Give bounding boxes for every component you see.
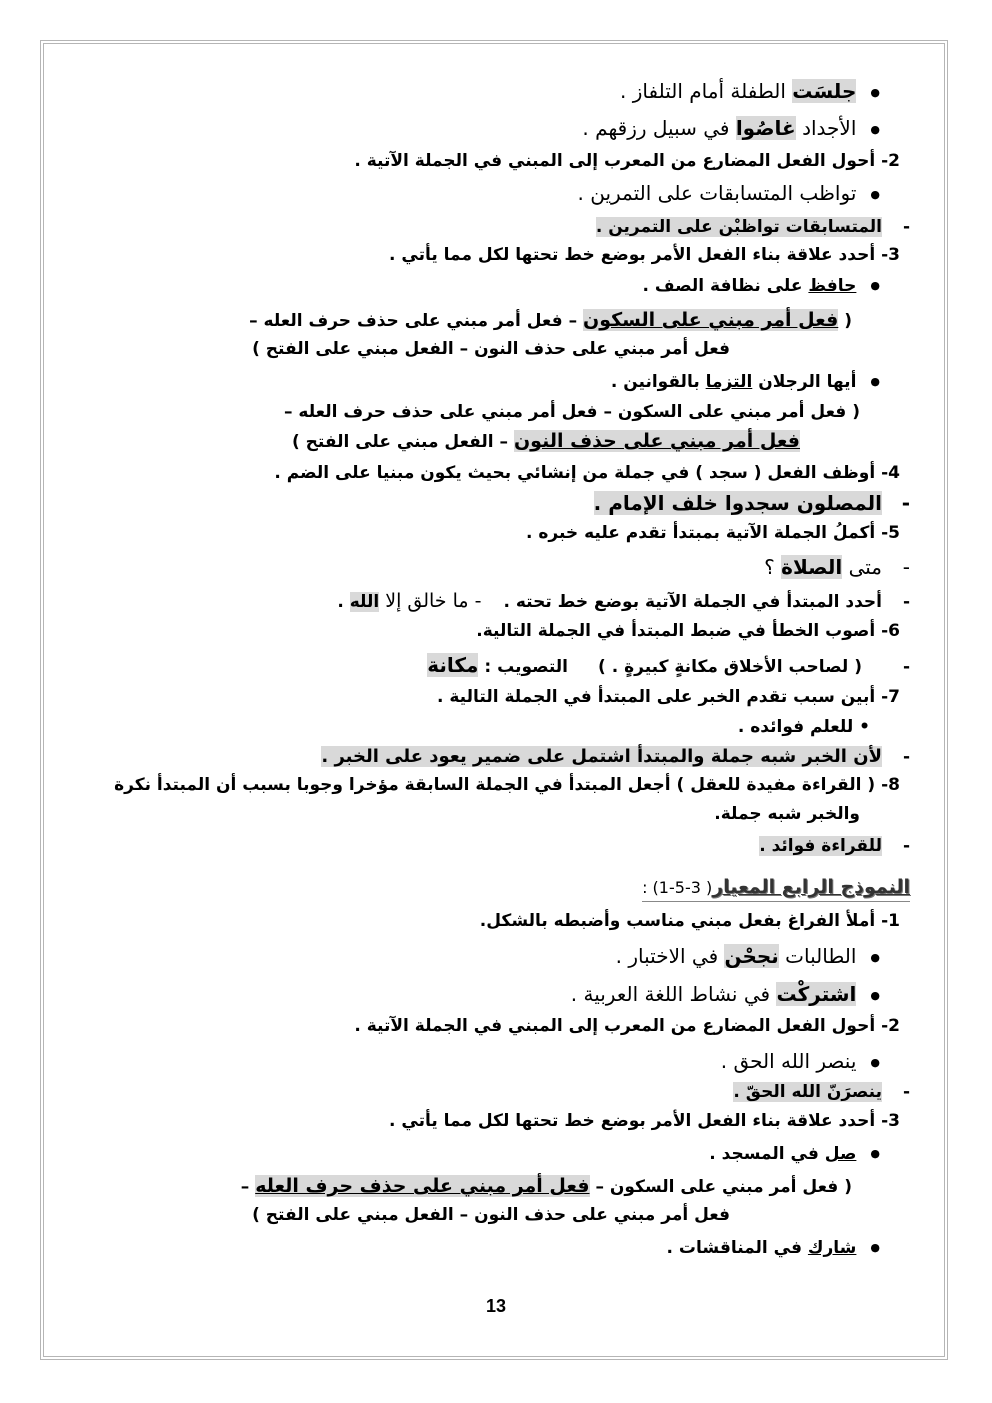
answer-line-22: -لأن الخبر شبه جملة والمبتدأ اشتمل على ضمير يعود على الخبر . [321,746,910,767]
question-3b: 3- أحدد علاقة بناء الفعل الأمر بوضع خط تحتها لكل مما يأتي . [389,1111,900,1131]
answer-line-19: -( لصاحب الأخلاق مكانةٍ كبيرةٍ . )التصويب : مكانة [427,653,910,677]
example-line-2: ● الأجداد غاصُوا في سبيل رزقهم . [582,115,880,143]
question-8: 8- ( القراءة مفيدة للعقل ) أجعل المبتدأ في الجملة السابقة مؤخرا وجوبا بسبب أن المبتدأ نكرة [114,775,900,795]
question-2: 2- أحول الفعل المضارع من المعرب إلى المبني في الجملة الآتية . [354,151,900,171]
question-line-17: -أحدد المبتدأ في الجملة الآتية بوضع خط تحته .- ما خالق إلا الله . [337,590,910,612]
choices-line-12: فعل أمر مبني على حذف النون – الفعل مبني على الفتح ) [291,430,800,452]
question-3: 3- أحدد علاقة بناء الفعل الأمر بوضع خط تحتها لكل مما يأتي . [389,245,900,265]
answer-line-14: -المصلون سجدوا خلف الإمام . [593,491,910,515]
question-1: 1- أملأ الفراغ بفعل مبني مناسب وأضبطه بالشكل. [479,911,900,931]
example-line-21: • للعلم فوائده . [737,717,870,737]
example-line-29: ● اشتركْت في نشاط اللغة العربية . [571,981,880,1009]
question-8-continued: والخبر شبه جملة. [714,804,860,824]
choices-line-9: فعل أمر مبني على حذف النون – الفعل مبني على الفتح ) [252,339,730,359]
example-line-1: ● جلسَت الطفلة أمام التلفاز . [620,78,880,106]
question-6: 6- أصوب الخطأ في ضبط المبتدأ في الجملة التالية. [476,621,900,641]
question-5: 5- أكملُ الجملة الآتية بمبتدأ تقدم عليه خبره . [525,523,900,543]
question-4: 4- أوظف الفعل ( سجد ) في جملة من إنشائي بحيث يكون مبنيا على الضم . [274,463,900,483]
answer-line-32: -ينصرَنّ الله الحقّ . [733,1082,910,1102]
choices-line-35: ( فعل أمر مبني على السكون – فعل أمر مبني على حذف حرف العله – [240,1175,852,1197]
example-line-31: ● ينصر الله الحق . [721,1048,880,1076]
page-number: 13 [485,1296,507,1316]
example-line-37: ● شارك في المناقشات . [667,1235,880,1261]
example-line-4: ● تواظب المتسابقات على التمرين . [578,180,881,208]
example-line-10: ● أيها الرجلان التزما بالقوانين . [611,369,880,395]
answer-line-25: -للقراءة فوائد . [759,836,910,856]
choices-line-11: ( فعل أمر مبني على السكون – فعل أمر مبني على حذف حرف العله – [283,402,860,422]
choices-line-8: ( فعل أمر مبني على السكون – فعل أمر مبني على حذف حرف العله – [249,309,852,331]
example-line-7: ● حافظ على نظافة الصف . [643,273,880,299]
answer-line-16: -متى الصلاة ؟ [764,555,910,579]
question-2b: 2- أحول الفعل المضارع من المعرب إلى المبني في الجملة الآتية . [354,1016,900,1036]
answer-line-5: -المتسابقات تواظبْن على التمرين . [595,217,910,237]
section-heading: النموذج الرابع المعيار( 3-5-1) : [642,874,910,902]
question-7: 7- أبين سبب تقدم الخبر على المبتدأ في الجملة التالية . [436,687,900,707]
example-line-28: ● الطالبات نجحْن في الاختبار . [616,943,880,971]
example-line-34: ● صل في المسجد . [709,1141,880,1167]
choices-line-36: فعل أمر مبني على حذف النون – الفعل مبني على الفتح ) [252,1205,730,1225]
built-verb: جلسَت [792,79,857,103]
